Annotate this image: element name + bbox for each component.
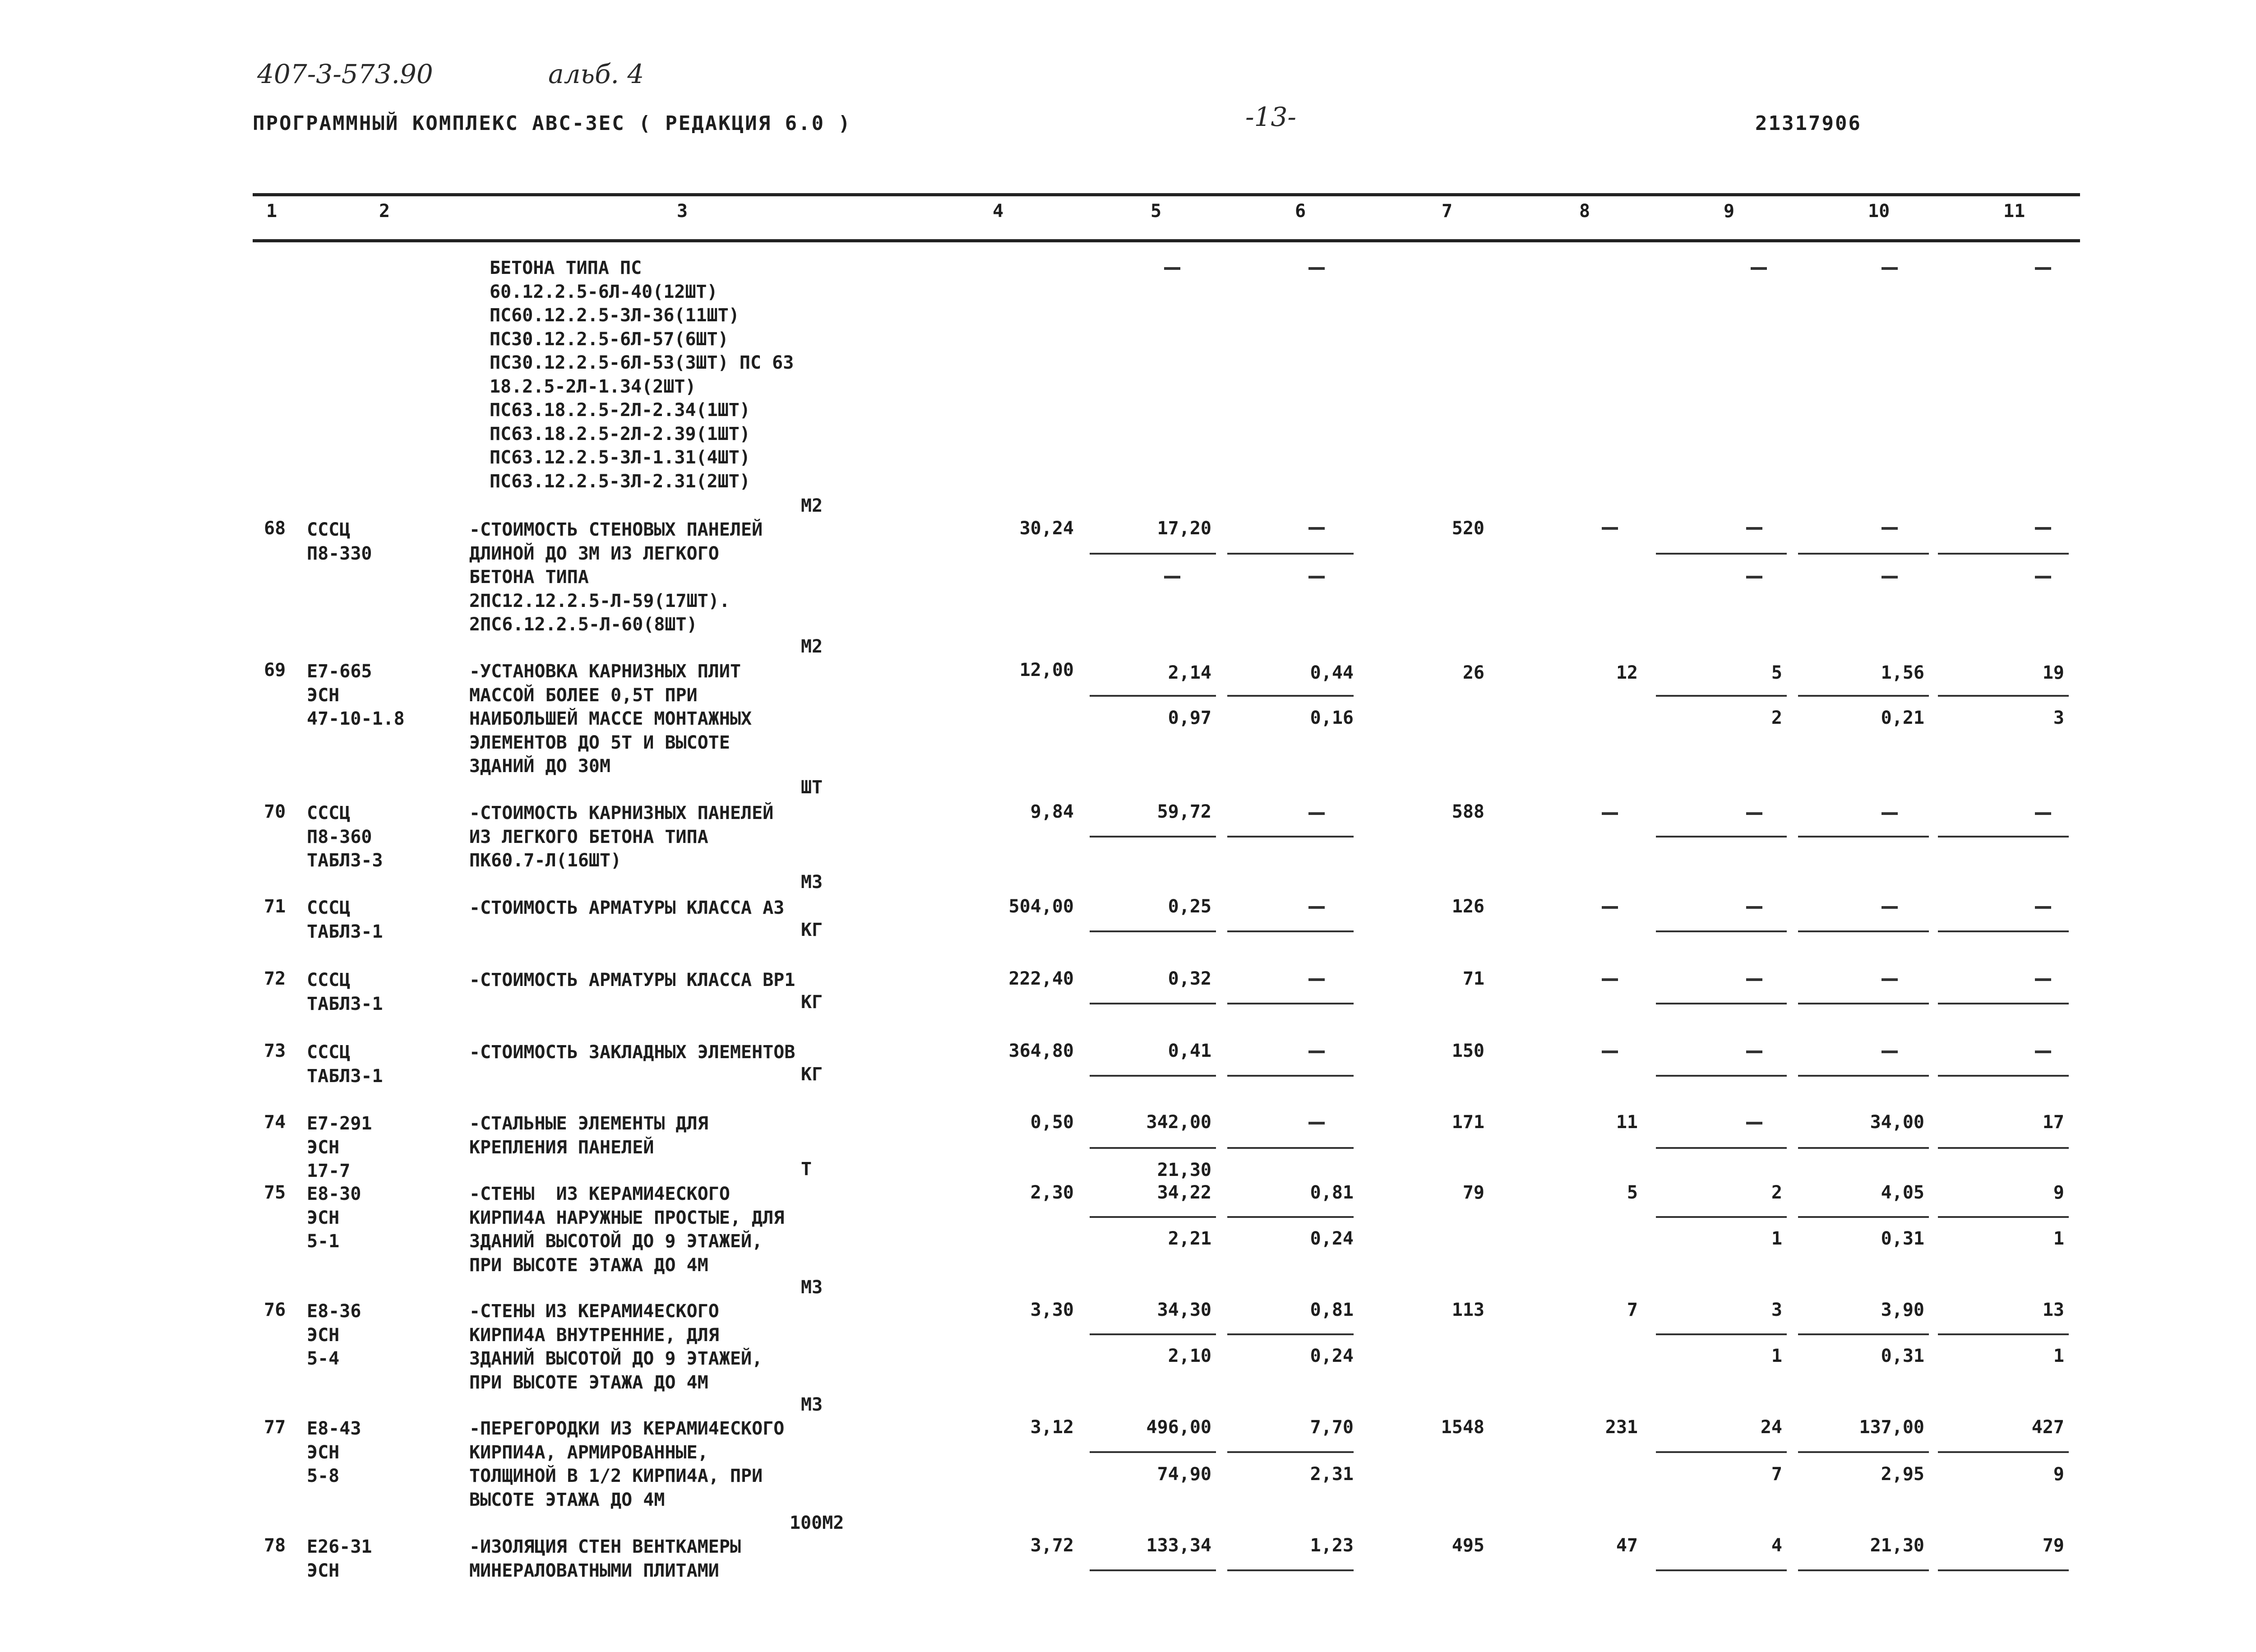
empty-cell-dash xyxy=(1308,906,1325,909)
empty-cell-dash xyxy=(1882,978,1898,981)
row-description: -УСТАНОВКА КАРНИЗНЫХ ПЛИТ МАССОЙ БОЛЕЕ 0,5Т ПРИ НАИБОЛЬШЕЙ МАССЕ МОНТАЖНЫХ ЭЛЕМЕНТОВ ДО 5Т И ВЫСОТЕ ЗДАНИЙ ДО 30М xyxy=(469,661,752,777)
fraction-line xyxy=(1090,1003,1216,1004)
fraction-line xyxy=(1656,1075,1787,1077)
fraction-line xyxy=(1656,1003,1787,1004)
empty-cell-dash xyxy=(1308,812,1325,815)
carry-over-description: БЕТОНА ТИПА ПС 60.12.2.5-6Л-40(12ШТ) ПС60.12.2.5-3Л-36(11ШТ) ПС30.12.2.5-6Л-57(6ШТ) ПС30.12.2.5-6Л-53(3ШТ) ПС 63 18.2.5-2Л-1.34(2ШТ) ПС63.18.2.5-2Л-2.34(1ШТ) ПС63.18.2.5-2Л-2.39(1ШТ) ПС63.12.2.5-3Л-1.31(4ШТ) ПС63.12.2.5-3Л-2.31(2ШТ) xyxy=(490,258,794,492)
row-description: -ИЗОЛЯЦИЯ СТЕН ВЕНТКАМЕРЫ МИНЕРАЛОВАТНЫМИ ПЛИТАМИ xyxy=(469,1536,741,1581)
fraction-line xyxy=(1798,553,1929,555)
empty-cell-dash xyxy=(1164,576,1180,578)
cell-col4: 2,30 xyxy=(1030,1182,1074,1203)
cell-col8: 47 xyxy=(1616,1535,1638,1556)
cell-col9-lower: 7 xyxy=(1771,1464,1782,1485)
fraction-line xyxy=(1227,930,1354,932)
row-description: -СТОИМОСТЬ КАРНИЗНЫХ ПАНЕЛЕЙ ИЗ ЛЕГКОГО БЕТОНА ТИПА ПК60.7-Л(16ШТ) xyxy=(469,803,774,871)
column-header-1: 1 xyxy=(266,201,277,222)
empty-cell-dash xyxy=(1602,527,1618,530)
row-description: -СТОИМОСТЬ ЗАКЛАДНЫХ ЭЛЕМЕНТОВ xyxy=(469,1042,795,1063)
fraction-line xyxy=(1227,553,1354,555)
cell-col11: 13 xyxy=(2042,1300,2064,1320)
row-description: -СТАЛЬНЫЕ ЭЛЕМЕНТЫ ДЛЯ КРЕПЛЕНИЯ ПАНЕЛЕЙ xyxy=(469,1113,708,1158)
row-number: 72 xyxy=(264,968,286,989)
cell-col5-lower: 21,30 xyxy=(1157,1160,1211,1180)
fraction-line xyxy=(1938,1147,2069,1149)
cell-col4: 9,84 xyxy=(1030,801,1074,822)
cell-col5: 0,41 xyxy=(1168,1041,1211,1061)
empty-cell-dash xyxy=(1882,267,1898,270)
cell-col6: 0,44 xyxy=(1310,662,1354,683)
empty-cell-dash xyxy=(1308,1122,1325,1124)
program-header: ПРОГРАММНЫЙ КОМПЛЕКС АВС-3ЕС ( РЕДАКЦИЯ 6.0 ) xyxy=(253,112,852,135)
cell-col9: 24 xyxy=(1760,1417,1782,1438)
cell-col5-lower: 0,97 xyxy=(1168,708,1211,728)
fraction-line xyxy=(1656,1451,1787,1453)
fraction-line xyxy=(1090,553,1216,555)
column-header-2: 2 xyxy=(379,201,390,222)
cell-col8: 12 xyxy=(1616,662,1638,683)
cell-col11: 19 xyxy=(2042,662,2064,683)
empty-cell-dash xyxy=(1746,527,1762,530)
handwritten-doc-code: 407-3-573.90 xyxy=(257,59,433,89)
row-unit: Т xyxy=(801,1159,812,1180)
empty-cell-dash xyxy=(1602,978,1618,981)
empty-cell-dash xyxy=(1746,1050,1762,1053)
cell-col4: 30,24 xyxy=(1019,518,1074,539)
fraction-line xyxy=(1938,1003,2069,1004)
fraction-line xyxy=(1227,1569,1354,1571)
column-header-10: 10 xyxy=(1868,201,1890,222)
cell-col5: 496,00 xyxy=(1146,1417,1211,1438)
fraction-line xyxy=(1798,930,1929,932)
fraction-line xyxy=(1227,1003,1354,1004)
row-number: 71 xyxy=(264,896,286,917)
row-number: 77 xyxy=(264,1417,286,1438)
fraction-line xyxy=(1798,1147,1929,1149)
column-header-4: 4 xyxy=(993,201,1004,222)
fraction-line xyxy=(1656,553,1787,555)
cell-col5-lower: 2,10 xyxy=(1168,1346,1211,1366)
column-header-6: 6 xyxy=(1295,201,1306,222)
cell-col8: 11 xyxy=(1616,1112,1638,1133)
fraction-line xyxy=(1938,1451,2069,1453)
row-unit: КГ xyxy=(801,992,823,1013)
cell-col10-lower: 0,31 xyxy=(1881,1228,1924,1249)
fraction-line xyxy=(1656,1216,1787,1218)
column-header-11: 11 xyxy=(2003,201,2025,222)
cell-col11: 9 xyxy=(2053,1182,2064,1203)
fraction-line xyxy=(1798,1075,1929,1077)
cell-col7: 520 xyxy=(1452,518,1484,539)
fraction-line xyxy=(1798,1451,1929,1453)
row-description: -СТЕНЫ ИЗ КЕРАМИ4ЕСКОГО КИРПИ4А ВНУТРЕННИЕ, ДЛЯ ЗДАНИЙ ВЫСОТОЙ ДО 9 ЭТАЖЕЙ, ПРИ ВЫСОТЕ ЭТАЖА ДО 4М xyxy=(469,1301,763,1393)
row-code: Е7-665 ЭСН 47-10-1.8 xyxy=(307,661,405,729)
empty-cell-dash xyxy=(1746,576,1762,578)
row-number: 73 xyxy=(264,1041,286,1061)
cell-col4: 364,80 xyxy=(1008,1041,1074,1061)
cell-col11-lower: 3 xyxy=(2053,708,2064,728)
row-code: СССЦ П8-330 xyxy=(307,519,372,564)
fraction-line xyxy=(1227,695,1354,697)
row-unit: М2 xyxy=(801,636,823,657)
cell-col10: 1,56 xyxy=(1881,662,1924,683)
cell-col10-lower: 0,21 xyxy=(1881,708,1924,728)
cell-col5: 2,14 xyxy=(1168,662,1211,683)
cell-col6-lower: 0,24 xyxy=(1310,1346,1354,1366)
cell-col9-lower: 2 xyxy=(1771,708,1782,728)
cell-col5-lower: 74,90 xyxy=(1157,1464,1211,1485)
cell-col7: 495 xyxy=(1452,1535,1484,1556)
cell-col7: 71 xyxy=(1462,968,1484,989)
cell-col7: 1548 xyxy=(1441,1417,1484,1438)
fraction-line xyxy=(1938,1569,2069,1571)
empty-cell-dash xyxy=(2035,978,2051,981)
empty-cell-dash xyxy=(1308,978,1325,981)
cell-col8: 231 xyxy=(1605,1417,1638,1438)
fraction-line xyxy=(1227,1216,1354,1218)
cell-col4: 222,40 xyxy=(1008,968,1074,989)
column-header-9: 9 xyxy=(1724,201,1735,222)
empty-cell-dash xyxy=(1602,812,1618,815)
fraction-line xyxy=(1938,553,2069,555)
cell-col5-lower: 2,21 xyxy=(1168,1228,1211,1249)
cell-col6: 1,23 xyxy=(1310,1535,1354,1556)
cell-col11: 427 xyxy=(2031,1417,2064,1438)
header-rule-bottom xyxy=(253,239,2080,242)
cell-col10-lower: 2,95 xyxy=(1881,1464,1924,1485)
cell-col11-lower: 1 xyxy=(2053,1228,2064,1249)
column-header-7: 7 xyxy=(1442,201,1453,222)
fraction-line xyxy=(1656,836,1787,838)
row-unit: ШТ xyxy=(801,777,823,798)
cell-col4: 3,12 xyxy=(1030,1417,1074,1438)
column-header-5: 5 xyxy=(1151,201,1162,222)
empty-cell-dash xyxy=(1882,906,1898,909)
empty-cell-dash xyxy=(2035,267,2051,270)
row-code: СССЦ ТАБЛ3-1 xyxy=(307,898,383,942)
cell-col10: 21,30 xyxy=(1870,1535,1924,1556)
empty-cell-dash xyxy=(1882,1050,1898,1053)
row-number: 74 xyxy=(264,1112,286,1133)
cell-col7: 588 xyxy=(1452,801,1484,822)
cell-col6-lower: 0,16 xyxy=(1310,708,1354,728)
fraction-line xyxy=(1656,930,1787,932)
row-unit: М3 xyxy=(801,1394,823,1415)
empty-cell-dash xyxy=(1751,267,1767,270)
empty-cell-dash xyxy=(1308,576,1325,578)
column-header-3: 3 xyxy=(677,201,688,222)
empty-cell-dash xyxy=(2035,527,2051,530)
document-number: 21317906 xyxy=(1755,112,1862,135)
cell-col7: 113 xyxy=(1452,1300,1484,1320)
empty-cell-dash xyxy=(1746,1122,1762,1124)
fraction-line xyxy=(1227,1075,1354,1077)
cell-col7: 79 xyxy=(1462,1182,1484,1203)
cell-col9: 2 xyxy=(1771,1182,1782,1203)
cell-col6: 0,81 xyxy=(1310,1300,1354,1320)
empty-cell-dash xyxy=(1746,906,1762,909)
fraction-line xyxy=(1938,1075,2069,1077)
row-code: Е7-291 ЭСН 17-7 xyxy=(307,1113,372,1181)
column-header-8: 8 xyxy=(1579,201,1590,222)
fraction-line xyxy=(1227,1147,1354,1149)
empty-cell-dash xyxy=(1602,1050,1618,1053)
empty-cell-dash xyxy=(1882,576,1898,578)
fraction-line xyxy=(1938,930,2069,932)
fraction-line xyxy=(1938,1216,2069,1218)
empty-cell-dash xyxy=(1746,978,1762,981)
cell-col10: 34,00 xyxy=(1870,1112,1924,1133)
fraction-line xyxy=(1090,1147,1216,1149)
row-code: СССЦ ТАБЛ3-1 xyxy=(307,970,383,1014)
fraction-line xyxy=(1227,1451,1354,1453)
cell-col9-lower: 1 xyxy=(1771,1228,1782,1249)
row-code: Е8-30 ЭСН 5-1 xyxy=(307,1184,361,1252)
cell-col4: 0,50 xyxy=(1030,1112,1074,1133)
fraction-line xyxy=(1656,1333,1787,1335)
row-code: Е26-31 ЭСН xyxy=(307,1536,372,1581)
row-description: -СТОИМОСТЬ АРМАТУРЫ КЛАССА ВР1 xyxy=(469,970,795,990)
cell-col9: 5 xyxy=(1771,662,1782,683)
fraction-line xyxy=(1656,695,1787,697)
cell-col10: 137,00 xyxy=(1859,1417,1924,1438)
cell-col8: 5 xyxy=(1627,1182,1638,1203)
cell-col11: 79 xyxy=(2042,1535,2064,1556)
empty-cell-dash xyxy=(2035,812,2051,815)
row-number: 70 xyxy=(264,801,286,822)
row-number: 78 xyxy=(264,1535,286,1556)
row-code: Е8-36 ЭСН 5-4 xyxy=(307,1301,361,1369)
cell-col4: 12,00 xyxy=(1019,660,1074,680)
fraction-line xyxy=(1090,1216,1216,1218)
row-number: 69 xyxy=(264,660,286,680)
fraction-line xyxy=(1798,1216,1929,1218)
cell-col6: 7,70 xyxy=(1310,1417,1354,1438)
empty-cell-dash xyxy=(1882,527,1898,530)
cell-col7: 150 xyxy=(1452,1041,1484,1061)
row-number: 68 xyxy=(264,518,286,539)
cell-col9-lower: 1 xyxy=(1771,1346,1782,1366)
cell-col5: 0,32 xyxy=(1168,968,1211,989)
header-rule-top xyxy=(253,193,2080,196)
fraction-line xyxy=(1798,1333,1929,1335)
fraction-line xyxy=(1090,1075,1216,1077)
fraction-line xyxy=(1227,1333,1354,1335)
cell-col9: 3 xyxy=(1771,1300,1782,1320)
row-description: -СТЕНЫ ИЗ КЕРАМИ4ЕСКОГО КИРПИ4А НАРУЖНЫЕ ПРОСТЫЕ, ДЛЯ ЗДАНИЙ ВЫСОТОЙ ДО 9 ЭТАЖЕЙ, ПРИ ВЫСОТЕ ЭТАЖА ДО 4М xyxy=(469,1184,785,1276)
empty-cell-dash xyxy=(1308,527,1325,530)
cell-col5: 34,22 xyxy=(1157,1182,1211,1203)
cell-col6: 0,81 xyxy=(1310,1182,1354,1203)
cell-col5: 0,25 xyxy=(1168,896,1211,917)
row-number: 75 xyxy=(264,1182,286,1203)
row-code: СССЦ П8-360 ТАБЛ3-3 xyxy=(307,803,383,871)
cell-col10: 3,90 xyxy=(1881,1300,1924,1320)
fraction-line xyxy=(1090,1333,1216,1335)
fraction-line xyxy=(1938,836,2069,838)
carry-over-unit: М2 xyxy=(801,495,823,516)
row-unit: КГ xyxy=(801,1064,823,1085)
cell-col4: 3,30 xyxy=(1030,1300,1074,1320)
fraction-line xyxy=(1090,930,1216,932)
row-number: 76 xyxy=(264,1300,286,1320)
cell-col7: 171 xyxy=(1452,1112,1484,1133)
cell-col5: 59,72 xyxy=(1157,801,1211,822)
cell-col10: 4,05 xyxy=(1881,1182,1924,1203)
row-description: -СТОИМОСТЬ СТЕНОВЫХ ПАНЕЛЕЙ ДЛИНОЙ ДО 3М ИЗ ЛЕГКОГО БЕТОНА ТИПА 2ПС12.12.2.5-Л-59(17ШТ). 2ПС6.12.2.5-Л-60(8ШТ) xyxy=(469,519,763,635)
cell-col6-lower: 2,31 xyxy=(1310,1464,1354,1485)
cell-col7: 126 xyxy=(1452,896,1484,917)
empty-cell-dash xyxy=(2035,906,2051,909)
row-description: -ПЕРЕГОРОДКИ ИЗ КЕРАМИ4ЕСКОГО КИРПИ4А, АРМИРОВАННЫЕ, ТОЛЩИНОЙ В 1/2 КИРПИ4А, ПРИ ВЫСОТЕ ЭТАЖА ДО 4М xyxy=(469,1418,785,1510)
fraction-line xyxy=(1090,1569,1216,1571)
row-description: -СТОИМОСТЬ АРМАТУРЫ КЛАССА А3 xyxy=(469,898,785,918)
fraction-line xyxy=(1938,695,2069,697)
cell-col4: 504,00 xyxy=(1008,896,1074,917)
cell-col11-lower: 1 xyxy=(2053,1346,2064,1366)
fraction-line xyxy=(1090,1451,1216,1453)
cell-col8: 7 xyxy=(1627,1300,1638,1320)
row-unit: М3 xyxy=(801,872,823,893)
fraction-line xyxy=(1798,695,1929,697)
cell-col5: 342,00 xyxy=(1146,1112,1211,1133)
fraction-line xyxy=(1798,1569,1929,1571)
cell-col5: 17,20 xyxy=(1157,518,1211,539)
row-code: Е8-43 ЭСН 5-8 xyxy=(307,1418,361,1486)
cell-col11: 17 xyxy=(2042,1112,2064,1133)
empty-cell-dash xyxy=(1308,1050,1325,1053)
row-unit: М3 xyxy=(801,1277,823,1298)
fraction-line xyxy=(1798,836,1929,838)
cell-col6-lower: 0,24 xyxy=(1310,1228,1354,1249)
row-unit: КГ xyxy=(801,920,823,940)
fraction-line xyxy=(1656,1147,1787,1149)
row-unit: 100М2 xyxy=(790,1513,844,1533)
cell-col5: 133,34 xyxy=(1146,1535,1211,1556)
cell-col11-lower: 9 xyxy=(2053,1464,2064,1485)
fraction-line xyxy=(1798,1003,1929,1004)
cell-col10-lower: 0,31 xyxy=(1881,1346,1924,1366)
cell-col9: 4 xyxy=(1771,1535,1782,1556)
row-code: СССЦ ТАБЛ3-1 xyxy=(307,1042,383,1087)
fraction-line xyxy=(1938,1333,2069,1335)
fraction-line xyxy=(1227,836,1354,838)
cell-col4: 3,72 xyxy=(1030,1535,1074,1556)
handwritten-page-mark: -13- xyxy=(1245,102,1296,132)
empty-cell-dash xyxy=(1164,267,1180,270)
cell-col5: 34,30 xyxy=(1157,1300,1211,1320)
fraction-line xyxy=(1656,1569,1787,1571)
handwritten-album: альб. 4 xyxy=(548,59,644,89)
empty-cell-dash xyxy=(2035,1050,2051,1053)
empty-cell-dash xyxy=(1746,812,1762,815)
empty-cell-dash xyxy=(1882,812,1898,815)
empty-cell-dash xyxy=(1602,906,1618,909)
fraction-line xyxy=(1090,695,1216,697)
cell-col7: 26 xyxy=(1462,662,1484,683)
empty-cell-dash xyxy=(1308,267,1325,270)
fraction-line xyxy=(1090,836,1216,838)
empty-cell-dash xyxy=(2035,576,2051,578)
